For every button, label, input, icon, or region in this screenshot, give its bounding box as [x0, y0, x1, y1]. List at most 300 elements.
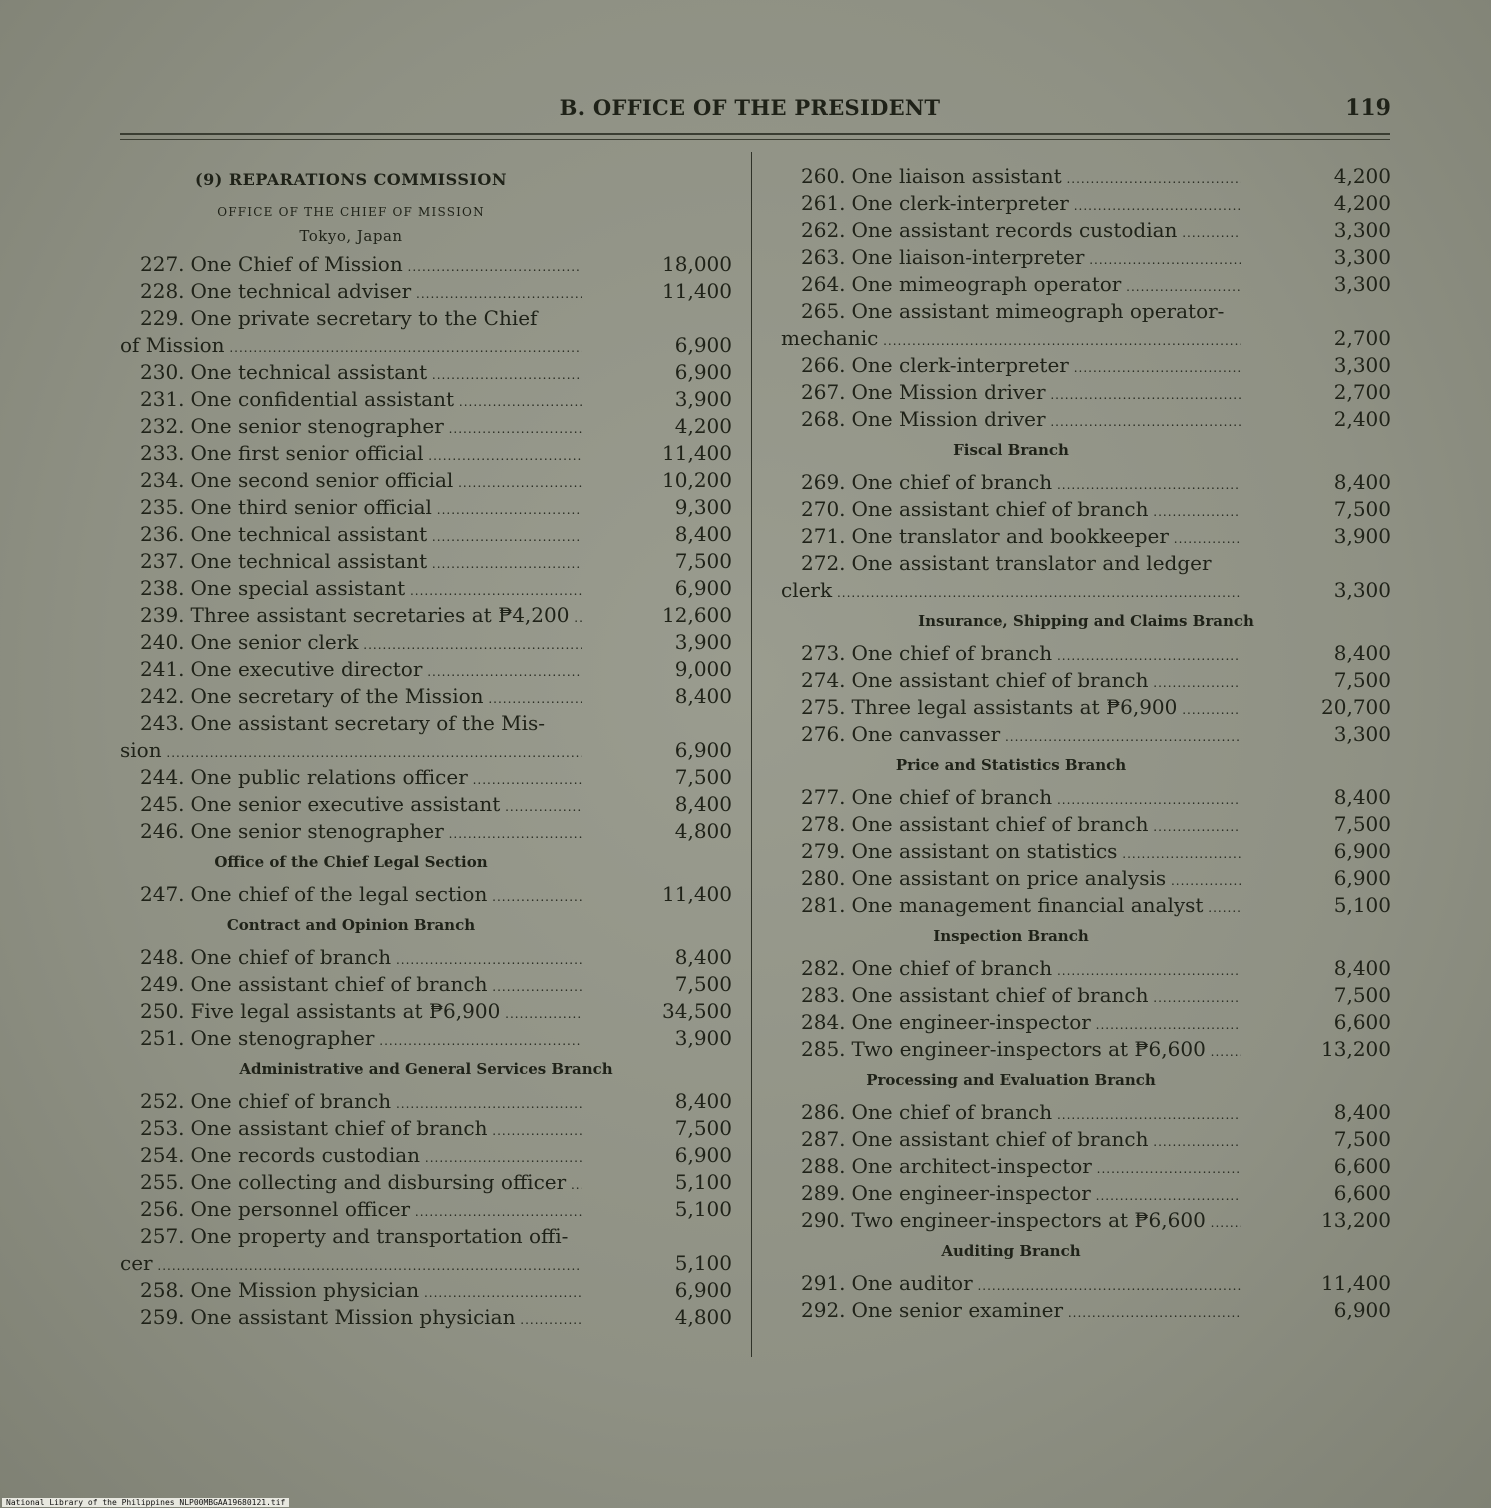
line-item [120, 818, 732, 845]
item-text: One Mission driver [851, 380, 1046, 404]
item-amount: 13,200 [1321, 1037, 1391, 1061]
item-amount: 6,900 [1333, 866, 1391, 890]
line-item [120, 548, 732, 575]
item-amount: 9,300 [674, 495, 732, 519]
item-text: One stenographer [190, 1026, 375, 1050]
line-item [781, 406, 1391, 433]
wrapped-item [781, 550, 1391, 604]
item-description [801, 217, 1241, 247]
item-amount: 6,900 [674, 1278, 732, 1302]
line-item [781, 190, 1391, 217]
item-amount: 2,400 [1333, 407, 1391, 431]
header-rule [120, 133, 1390, 135]
item-amount: 8,400 [1333, 641, 1391, 665]
item-number: 239. [140, 603, 185, 627]
item-amount: 4,200 [1333, 164, 1391, 188]
item-description [801, 865, 1241, 895]
item-number: 286. [801, 1100, 846, 1124]
item-number: 266. [801, 353, 846, 377]
item-number: 263. [801, 245, 846, 269]
line-item [120, 656, 732, 683]
item-description [801, 694, 1241, 724]
item-amount: 4,200 [674, 414, 732, 438]
item-text: One special assistant [190, 576, 406, 600]
line-item [781, 694, 1391, 721]
item-number: 229. [140, 306, 185, 330]
item-description [801, 1009, 1241, 1039]
item-amount: 7,500 [1333, 668, 1391, 692]
item-amount: 6,900 [674, 360, 732, 384]
insurance-branch-heading: Insurance, Shipping and Claims Branch [918, 612, 1254, 630]
item-number: 273. [801, 641, 846, 665]
item-number: 254. [140, 1143, 185, 1167]
item-text: One assistant on price analysis [851, 866, 1167, 890]
item-description [801, 379, 1241, 409]
item-list [120, 944, 732, 1052]
item-list [781, 469, 1391, 550]
item-text: One first senior official [190, 441, 424, 465]
left-column [120, 163, 732, 1331]
item-description [801, 1207, 1241, 1237]
line-item [120, 764, 732, 791]
item-text: One architect-inspector [851, 1154, 1092, 1178]
item-list [120, 1088, 732, 1223]
item-description [120, 737, 582, 767]
item-number: 249. [140, 972, 185, 996]
item-description [801, 1153, 1241, 1183]
item-text: One second senior official [190, 468, 454, 492]
item-description [801, 892, 1241, 922]
inspection-branch-heading: Inspection Branch [933, 927, 1089, 945]
line-item [781, 1009, 1391, 1036]
item-description [781, 325, 1241, 355]
item-amount: 8,400 [1333, 470, 1391, 494]
item-description [801, 838, 1241, 868]
item-number: 241. [140, 657, 185, 681]
item-number: 260. [801, 164, 846, 188]
item-amount: 5,100 [674, 1251, 732, 1275]
line-item [781, 982, 1391, 1009]
item-number: 230. [140, 360, 185, 384]
item-description [801, 667, 1241, 697]
item-text: One assistant records custodian [851, 218, 1178, 242]
line-item [781, 1099, 1391, 1126]
item-number: 248. [140, 945, 185, 969]
item-number: 238. [140, 576, 185, 600]
line-item [120, 1088, 732, 1115]
line-item [120, 1196, 732, 1223]
item-number: 258. [140, 1278, 185, 1302]
item-amount: 7,500 [1333, 983, 1391, 1007]
line-item [781, 892, 1391, 919]
admin-branch-heading: Administrative and General Services Branch [239, 1060, 613, 1078]
line-item [781, 352, 1391, 379]
item-amount: 3,300 [1333, 272, 1391, 296]
item-amount: 6,900 [674, 1143, 732, 1167]
item-number: 264. [801, 272, 846, 296]
line-item [781, 1126, 1391, 1153]
item-text: One chief of branch [851, 785, 1053, 809]
item-amount: 3,300 [1333, 722, 1391, 746]
item-description [140, 278, 582, 308]
item-number: 288. [801, 1154, 846, 1178]
item-number: 235. [140, 495, 185, 519]
item-description [140, 944, 582, 974]
item-amount: 11,400 [1321, 1271, 1391, 1295]
item-list [120, 1277, 732, 1331]
item-number: 284. [801, 1010, 846, 1034]
item-text: One senior examiner [851, 1298, 1064, 1322]
item-amount: 7,500 [674, 765, 732, 789]
item-description [140, 386, 582, 416]
item-amount: 7,500 [674, 1116, 732, 1140]
item-amount: 5,100 [674, 1170, 732, 1194]
item-amount: 6,600 [1333, 1154, 1391, 1178]
item-number: 278. [801, 812, 846, 836]
item-amount: 6,900 [674, 333, 732, 357]
item-list [781, 163, 1391, 298]
item-description [140, 1196, 582, 1226]
line-item [781, 640, 1391, 667]
item-description [140, 1115, 582, 1145]
item-text: One senior executive assistant [190, 792, 501, 816]
item-number: 289. [801, 1181, 846, 1205]
item-description [801, 1126, 1241, 1156]
line-item [781, 271, 1391, 298]
item-description [140, 1277, 582, 1307]
item-amount: 2,700 [1333, 326, 1391, 350]
item-amount: 34,500 [662, 999, 732, 1023]
item-number: 242. [140, 684, 185, 708]
item-number: 285. [801, 1037, 846, 1061]
item-description [140, 656, 582, 686]
line-item [120, 305, 732, 332]
item-text: One engineer-inspector [851, 1181, 1091, 1205]
item-description [140, 998, 582, 1028]
item-amount: 13,200 [1321, 1208, 1391, 1232]
item-text: mechanic [781, 326, 879, 350]
item-description [801, 298, 1241, 328]
item-number: 233. [140, 441, 185, 465]
line-item [120, 1277, 732, 1304]
item-text: Three legal assistants at ₱6,900 [851, 695, 1178, 719]
contract-branch-heading: Contract and Opinion Branch [226, 916, 476, 934]
item-text: One chief of branch [190, 945, 392, 969]
line-item [120, 881, 732, 908]
item-number: 290. [801, 1208, 846, 1232]
item-number: 275. [801, 695, 846, 719]
item-number: 277. [801, 785, 846, 809]
item-text: One collecting and disbursing officer [190, 1170, 567, 1194]
item-amount: 11,400 [662, 882, 732, 906]
item-description [140, 467, 582, 497]
item-text: One property and transportation offi- [190, 1224, 569, 1248]
line-item [781, 1297, 1391, 1324]
legal-section-heading: Office of the Chief Legal Section [214, 853, 488, 871]
line-item [781, 217, 1391, 244]
price-branch-heading: Price and Statistics Branch [895, 756, 1127, 774]
item-text: One mimeograph operator [851, 272, 1122, 296]
item-text: One Chief of Mission [190, 252, 403, 276]
line-item [781, 496, 1391, 523]
item-number: 274. [801, 668, 846, 692]
item-list [120, 881, 732, 908]
item-number: 227. [140, 252, 185, 276]
item-description [801, 721, 1241, 751]
item-text: One technical assistant [190, 522, 428, 546]
item-description [801, 406, 1241, 436]
line-item [781, 298, 1391, 325]
line-item [120, 278, 732, 305]
item-text: One Mission driver [851, 407, 1046, 431]
item-text: One auditor [851, 1271, 973, 1295]
item-text: One assistant chief of branch [851, 812, 1149, 836]
item-description [801, 1297, 1241, 1327]
item-text: sion [120, 738, 162, 762]
item-text: One senior stenographer [190, 414, 444, 438]
item-list [781, 1270, 1391, 1324]
item-description [140, 629, 582, 659]
line-item [781, 550, 1391, 577]
item-amount: 5,100 [1333, 893, 1391, 917]
item-number: 292. [801, 1298, 846, 1322]
line-item [120, 1223, 732, 1250]
item-number: 283. [801, 983, 846, 1007]
item-text: One assistant mimeograph operator- [851, 299, 1225, 323]
item-number: 259. [140, 1305, 185, 1329]
item-number: 267. [801, 380, 846, 404]
line-item [781, 784, 1391, 811]
item-amount: 3,900 [1333, 524, 1391, 548]
line-item [781, 865, 1391, 892]
item-description [140, 1304, 582, 1334]
item-amount: 3,300 [1333, 245, 1391, 269]
item-amount: 8,400 [1333, 956, 1391, 980]
wrapped-item [120, 305, 732, 359]
item-amount: 3,900 [674, 387, 732, 411]
item-number: 262. [801, 218, 846, 242]
right-column [781, 163, 1391, 1324]
line-item [781, 163, 1391, 190]
line-item [781, 379, 1391, 406]
item-text: clerk [781, 578, 833, 602]
item-text: One senior clerk [190, 630, 359, 654]
line-item [781, 811, 1391, 838]
scan-source-note: National Library of the Philippines NLP00MBGAA19680121.tif [2, 1498, 289, 1507]
line-item [781, 1207, 1391, 1234]
item-description [801, 496, 1241, 526]
item-text: One chief of branch [851, 956, 1053, 980]
item-description [140, 1142, 582, 1172]
item-number: 257. [140, 1224, 185, 1248]
item-description [120, 1250, 582, 1280]
line-item [120, 1115, 732, 1142]
item-number: 279. [801, 839, 846, 863]
item-number: 282. [801, 956, 846, 980]
item-description [140, 359, 582, 389]
line-item-continuation [120, 737, 732, 764]
item-text: One private secretary to the Chief [190, 306, 538, 330]
item-text: One technical assistant [190, 549, 428, 573]
item-text: One public relations officer [190, 765, 468, 789]
item-number: 252. [140, 1089, 185, 1113]
item-text: One confidential assistant [190, 387, 455, 411]
item-amount: 6,900 [674, 576, 732, 600]
column-divider [751, 152, 752, 1357]
item-description [801, 1180, 1241, 1210]
location-heading: Tokyo, Japan [299, 227, 403, 245]
line-item [781, 1153, 1391, 1180]
line-item [781, 1036, 1391, 1063]
item-list [781, 352, 1391, 433]
item-amount: 5,100 [674, 1197, 732, 1221]
item-text: One records custodian [190, 1143, 421, 1167]
item-description [801, 190, 1241, 220]
item-number: 240. [140, 630, 185, 654]
item-description [140, 251, 582, 281]
item-number: 271. [801, 524, 846, 548]
item-number: 243. [140, 711, 185, 735]
item-number: 280. [801, 866, 846, 890]
item-text: One personnel officer [190, 1197, 411, 1221]
item-number: 244. [140, 765, 185, 789]
item-amount: 7,500 [1333, 812, 1391, 836]
item-list [781, 640, 1391, 748]
item-text: One senior stenographer [190, 819, 444, 843]
item-description [140, 818, 582, 848]
line-item [781, 244, 1391, 271]
item-description [140, 791, 582, 821]
item-amount: 11,400 [662, 279, 732, 303]
item-number: 272. [801, 551, 846, 575]
fiscal-branch-heading: Fiscal Branch [953, 441, 1069, 459]
item-amount: 10,200 [662, 468, 732, 492]
line-item [120, 998, 732, 1025]
item-description [140, 1223, 582, 1253]
item-text: One assistant chief of branch [851, 1127, 1149, 1151]
item-description [140, 1169, 582, 1199]
item-description [801, 352, 1241, 382]
section-title: (9) REPARATIONS COMMISSION [195, 170, 507, 189]
item-text: One liaison assistant [851, 164, 1062, 188]
item-number: 247. [140, 882, 185, 906]
item-amount: 6,900 [1333, 839, 1391, 863]
item-text: One chief of the legal section [190, 882, 488, 906]
line-item [120, 602, 732, 629]
item-text: One chief of branch [851, 641, 1053, 665]
item-description [801, 955, 1241, 985]
line-item [120, 629, 732, 656]
item-amount: 18,000 [662, 252, 732, 276]
item-list [120, 251, 732, 305]
header-rule-thin [120, 139, 1390, 140]
item-description [140, 971, 582, 1001]
item-amount: 12,600 [662, 603, 732, 627]
line-item [781, 1180, 1391, 1207]
item-description [140, 575, 582, 605]
item-description [140, 602, 582, 632]
item-number: 291. [801, 1271, 846, 1295]
item-description [801, 271, 1241, 301]
item-number: 269. [801, 470, 846, 494]
item-list [781, 1099, 1391, 1234]
item-list [781, 784, 1391, 919]
item-amount: 6,900 [674, 738, 732, 762]
item-text: One translator and bookkeeper [851, 524, 1169, 548]
item-description [801, 1036, 1241, 1066]
item-amount: 8,400 [674, 684, 732, 708]
item-text: One clerk-interpreter [851, 353, 1069, 377]
line-item [781, 1270, 1391, 1297]
line-item [120, 1169, 732, 1196]
item-description [140, 764, 582, 794]
item-number: 246. [140, 819, 185, 843]
item-description [120, 332, 582, 362]
item-number: 255. [140, 1170, 185, 1194]
item-number: 276. [801, 722, 846, 746]
line-item [120, 521, 732, 548]
item-list [120, 359, 732, 710]
item-amount: 3,300 [1333, 353, 1391, 377]
item-description [140, 548, 582, 578]
processing-branch-heading: Processing and Evaluation Branch [866, 1071, 1156, 1089]
line-item [120, 971, 732, 998]
item-text: One assistant chief of branch [851, 497, 1149, 521]
item-number: 234. [140, 468, 185, 492]
line-item-continuation [781, 577, 1391, 604]
item-text: Two engineer-inspectors at ₱6,600 [851, 1037, 1206, 1061]
item-text: One assistant chief of branch [851, 983, 1149, 1007]
line-item-continuation [120, 332, 732, 359]
item-number: 231. [140, 387, 185, 411]
item-text: One canvasser [851, 722, 1001, 746]
item-description [140, 1088, 582, 1118]
item-description [781, 577, 1241, 607]
item-amount: 6,600 [1333, 1010, 1391, 1034]
item-number: 268. [801, 407, 846, 431]
item-amount: 4,200 [1333, 191, 1391, 215]
item-text: Three assistant secretaries at ₱4,200 [190, 603, 570, 627]
item-text: One technical adviser [190, 279, 412, 303]
line-item [781, 955, 1391, 982]
item-text: One assistant chief of branch [190, 972, 488, 996]
line-item [781, 721, 1391, 748]
item-list [781, 955, 1391, 1063]
office-heading: OFFICE OF THE CHIEF OF MISSION [217, 205, 485, 219]
line-item [781, 469, 1391, 496]
line-item [120, 575, 732, 602]
item-description [140, 683, 582, 713]
item-amount: 9,000 [674, 657, 732, 681]
item-description [801, 163, 1241, 193]
item-number: 232. [140, 414, 185, 438]
page-number: 119 [1345, 95, 1391, 121]
item-description [801, 811, 1241, 841]
item-text: One chief of branch [851, 470, 1053, 494]
line-item [120, 944, 732, 971]
line-item [120, 1025, 732, 1052]
wrapped-item [120, 710, 732, 764]
item-description [801, 784, 1241, 814]
item-amount: 3,300 [1333, 218, 1391, 242]
line-item [120, 467, 732, 494]
item-text: One assistant chief of branch [190, 1116, 488, 1140]
line-item [120, 359, 732, 386]
item-number: 236. [140, 522, 185, 546]
item-text: One third senior official [190, 495, 432, 519]
item-amount: 8,400 [674, 945, 732, 969]
line-item [120, 251, 732, 278]
